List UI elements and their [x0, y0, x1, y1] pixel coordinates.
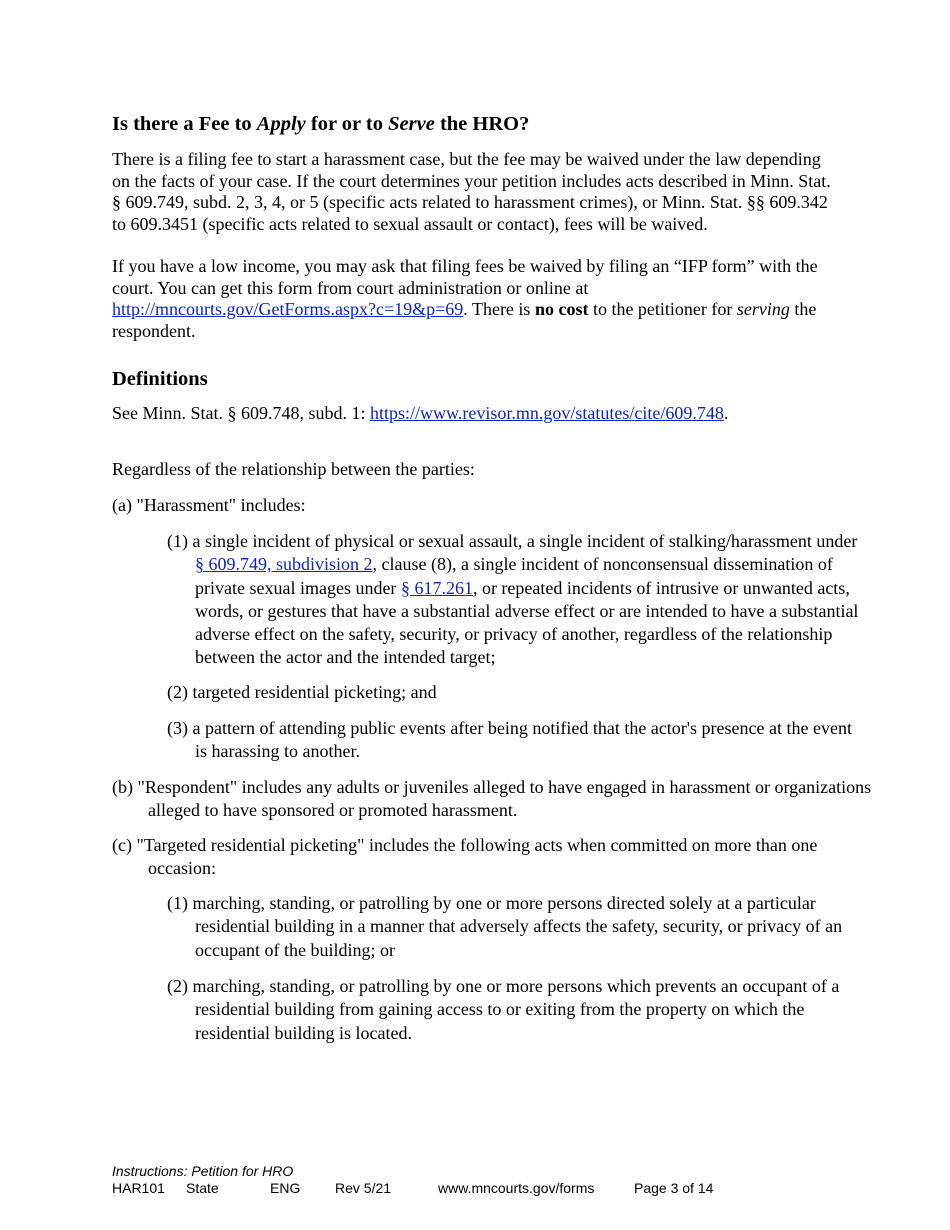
text: the respondent. — [112, 299, 817, 341]
text: (1) a single incident of physical or sexual assault, a single incident of stalking/harassment under — [167, 531, 858, 551]
no-cost-text: no cost — [534, 299, 589, 320]
footer-page-number: Page 3 of 14 — [634, 1180, 714, 1196]
text: If you have a low income, you may ask that filing fees be waived by filing an “IFP form” with the court. You can get this form from court administration or online at — [112, 256, 818, 298]
footer-url: www.mncourts.gov/forms — [438, 1180, 595, 1196]
definition-a3: (3) a pattern of attending public events after being notified that the actor's presence at the event is harassing to another. — [167, 718, 852, 762]
fee-heading — [112, 113, 838, 136]
heading-text: for or to — [305, 113, 389, 135]
text: See Minn. Stat. § 609.748, subd. 1: — [112, 403, 371, 423]
definition-a2: (2) targeted residential picketing; and — [167, 682, 437, 702]
text: . There is — [463, 299, 535, 320]
footer-language: ENG — [270, 1180, 301, 1196]
definition-a: (a) "Harassment" includes: — [112, 495, 306, 515]
footer-state: State — [186, 1180, 219, 1196]
text: , or repeated incidents of intrusive or unwanted acts, words, or gestures that have a substantial adverse effect or are intended to have a substantial adverse effect on the safety, security, or privacy of another, regardless of the relationship between the actor and the intended target; — [195, 577, 859, 668]
text: , clause (8), a single incident of nonconsensual dissemination of private sexual images under — [195, 554, 833, 598]
fee-paragraph-2 — [112, 256, 838, 342]
footer-form-code: HAR101 — [112, 1180, 165, 1196]
definition-c2: (2) marching, standing, or patrolling by one or more persons which prevents an occupant of a residential building from gaining access to or exiting from the property on which the residential building is located. — [167, 976, 840, 1043]
text: to the petitioner for — [588, 299, 737, 320]
definition-c1: (1) marching, standing, or patrolling by one or more persons directed solely at a particular residential building in a manner that adversely affects the safety, security, or privacy of an occupant of the building; or — [167, 893, 843, 960]
regardless-text: Regardless of the relationship between the parties: — [112, 459, 475, 479]
definition-a1 — [167, 530, 867, 670]
serving-text: serving — [736, 299, 790, 320]
heading-text: the HRO? — [434, 113, 530, 135]
definitions-see — [112, 403, 838, 424]
fee-paragraph-1: There is a filing fee to start a harassment case, but the fee may be waived under the law depending on the facts of your case. If the court determines your petition includes acts described in Minn. Stat. § 609.749, subd. 2, 3, 4, or 5 (specific acts related to harassment crimes), or Minn. Stat. §§ 609.342 to 609.3451 (specific acts related to sexual assault or contact), fees will be waived. — [112, 149, 831, 234]
footer-revision: Rev 5/21 — [335, 1180, 392, 1196]
statute-link[interactable]: https://www.revisor.mn.gov/statutes/cite/609.748 — [370, 403, 724, 423]
heading-serve: Serve — [388, 113, 435, 135]
definitions-heading: Definitions — [112, 368, 208, 390]
heading-apply: Apply — [256, 113, 306, 135]
statute-617-261-link[interactable]: § 617.261 — [400, 577, 473, 598]
statute-609-749-link[interactable]: § 609.749, subdivision 2 — [195, 554, 373, 575]
definition-c: (c) "Targeted residential picketing" includes the following acts when committed on more than one occasion: — [112, 835, 818, 879]
heading-text: Is there a Fee to — [112, 113, 257, 135]
text: . — [723, 403, 729, 423]
definition-b: (b) "Respondent" includes any adults or juveniles alleged to have engaged in harassment or organizations alleged to have sponsored or promoted harassment. — [112, 777, 872, 821]
footer-title: Instructions: Petition for HRO — [112, 1163, 294, 1179]
ifp-form-link[interactable]: http://mncourts.gov/GetForms.aspx?c=19&p=69 — [112, 299, 464, 320]
